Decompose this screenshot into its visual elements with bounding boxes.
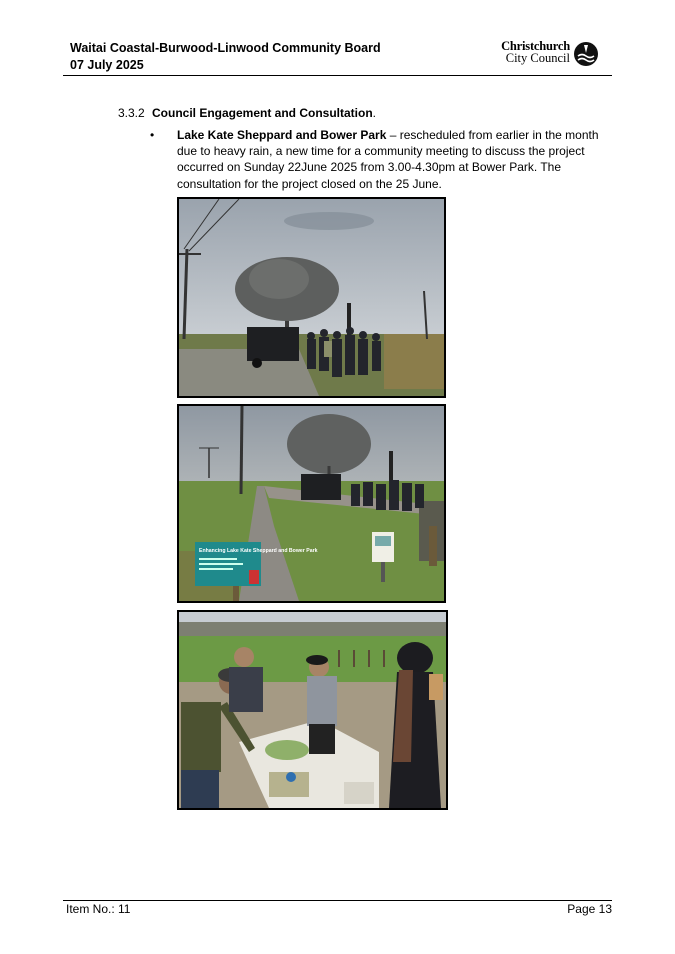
logo-line2: City Council [505,51,570,65]
section-title: Council Engagement and Consultation [152,106,373,120]
footer-rule [63,900,612,901]
logo-emblem-icon [573,41,599,67]
photo-meeting-gathering [177,197,446,398]
bullet-marker: • [150,128,155,142]
footer-item-number: Item No.: 11 [66,902,131,916]
sign-title: Enhancing Lake Kate Sheppard and Bower Park [199,548,318,554]
logo-line1: Christchurch [501,39,570,53]
bullet-body: – rescheduled from earlier in the month due to heavy rain, a new time for a community meeting to discuss the project occurred on Sunday 22June 2025 from 3.00-4.30pm at Bower Park. The consultation for the project closed on the 25 June. [177,128,599,191]
section-title-suffix: . [372,106,377,120]
board-name: Waitai Coastal-Burwood-Linwood Community Board [70,41,381,55]
photo-park-path-sign [177,404,446,603]
footer-page-number: Page 13 [567,902,612,916]
section-heading [118,106,376,120]
logo-wordmark [497,40,570,64]
header-rule [63,75,612,76]
bullet-paragraph [177,127,617,192]
council-logo [497,40,602,68]
meeting-date: 07 July 2025 [70,58,144,72]
bullet-lead: Lake Kate Sheppard and Bower Park [177,128,387,142]
photo-plan-discussion [177,610,448,810]
section-number: 3.3.2 [118,106,145,120]
